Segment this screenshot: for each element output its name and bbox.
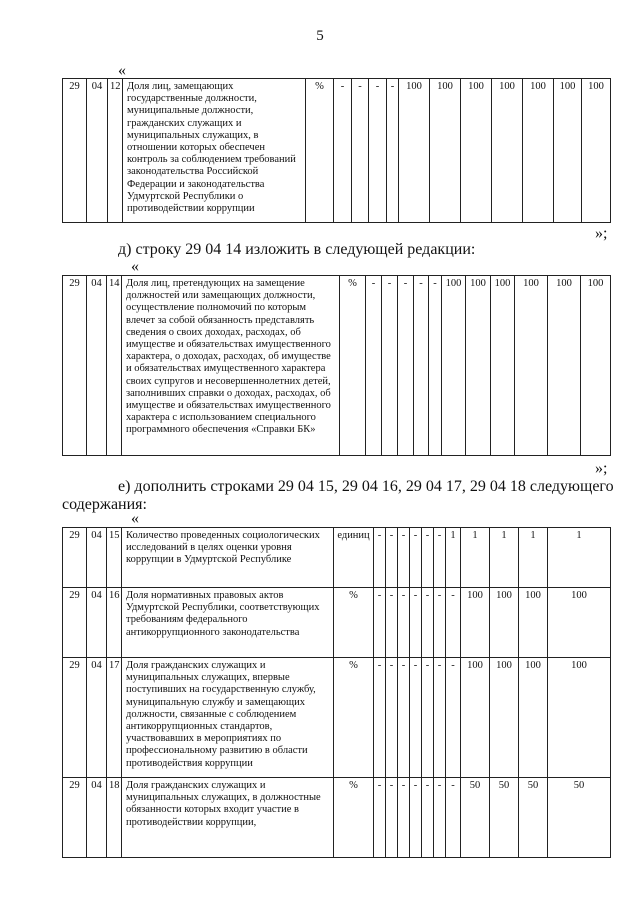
table-row	[63, 276, 611, 456]
value-cell: 100	[490, 658, 519, 778]
value-cell: -	[374, 588, 386, 658]
value-cell: -	[382, 276, 398, 456]
code-part-1: 29	[63, 276, 87, 456]
value-cell: -	[446, 658, 461, 778]
code-part-1: 29	[63, 658, 87, 778]
value-cell: -	[386, 528, 398, 588]
value-cell: 1	[490, 528, 519, 588]
value-cell: -	[446, 588, 461, 658]
table-row	[63, 528, 611, 588]
value-cell: 1	[446, 528, 461, 588]
indicator-name: Доля нормативных правовых актов Удмуртской Республики, соответствующих требованиям федерального антикоррупционного законодательства	[122, 588, 334, 658]
value-cell: 100	[523, 79, 554, 223]
table-row-29-04-14	[62, 275, 611, 456]
value-cell: 100	[554, 79, 582, 223]
close-mark-2: »;	[595, 460, 608, 477]
table-row	[63, 658, 611, 778]
value-cell: -	[434, 658, 446, 778]
value-cell: -	[352, 79, 369, 223]
value-cell: -	[410, 528, 422, 588]
value-cell: -	[374, 658, 386, 778]
value-cell: -	[434, 528, 446, 588]
value-cell: -	[434, 588, 446, 658]
value-cell: -	[374, 778, 386, 858]
page-number: 5	[316, 28, 324, 44]
value-cell: 100	[548, 276, 581, 456]
open-quote-3: «	[131, 510, 139, 527]
table-row	[63, 778, 611, 858]
value-cell: -	[410, 778, 422, 858]
code-part-1: 29	[63, 588, 87, 658]
open-quote-2: «	[131, 258, 139, 275]
value-cell: -	[414, 276, 429, 456]
value-cell: 1	[548, 528, 611, 588]
value-cell: 50	[461, 778, 490, 858]
value-cell: 100	[492, 79, 523, 223]
unit-of-measure: %	[334, 588, 374, 658]
value-cell: -	[366, 276, 382, 456]
value-cell: -	[434, 778, 446, 858]
value-cell: 1	[519, 528, 548, 588]
value-cell: -	[386, 588, 398, 658]
value-cell: 100	[461, 588, 490, 658]
indicator-name: Доля лиц, замещающих государственные должности, муниципальные должности, гражданских служащих и муниципальных служащих, в отношении которых обеспечен контроль за соблюдением требований законодательства Российской Федерации и законодательства Удмуртской Республики о противодействии коррупции	[123, 79, 306, 223]
value-cell: -	[398, 658, 410, 778]
table-row-29-04-12	[62, 78, 611, 223]
value-cell: -	[422, 588, 434, 658]
value-cell: -	[410, 588, 422, 658]
unit-of-measure: %	[306, 79, 334, 223]
value-cell: -	[410, 658, 422, 778]
value-cell: -	[422, 528, 434, 588]
value-cell: -	[422, 778, 434, 858]
section-e-line2: содержания:	[62, 496, 147, 513]
value-cell: -	[369, 79, 387, 223]
value-cell: -	[334, 79, 352, 223]
value-cell: 100	[491, 276, 515, 456]
value-cell: 100	[442, 276, 466, 456]
value-cell: 100	[461, 79, 492, 223]
value-cell: 100	[582, 79, 611, 223]
value-cell: 100	[581, 276, 611, 456]
value-cell: 100	[466, 276, 491, 456]
code-part-2: 04	[87, 528, 107, 588]
value-cell: -	[398, 528, 410, 588]
value-cell: -	[422, 658, 434, 778]
value-cell: -	[398, 778, 410, 858]
value-cell: -	[446, 778, 461, 858]
code-part-3: 18	[107, 778, 122, 858]
code-part-2: 04	[87, 79, 108, 223]
code-part-1: 29	[63, 528, 87, 588]
code-part-2: 04	[87, 658, 107, 778]
code-part-2: 04	[87, 276, 107, 456]
value-cell: 100	[548, 658, 611, 778]
unit-of-measure: %	[334, 658, 374, 778]
indicator-name: Количество проведенных социологических исследований в целях оценки уровня коррупции в Удмуртской Республике	[122, 528, 334, 588]
open-quote-1: «	[118, 62, 126, 79]
unit-of-measure: единиц	[334, 528, 374, 588]
value-cell: 100	[461, 658, 490, 778]
value-cell: 100	[548, 588, 611, 658]
value-cell: 100	[519, 658, 548, 778]
code-part-2: 04	[87, 588, 107, 658]
value-cell: -	[398, 276, 414, 456]
section-d-heading: д) строку 29 04 14 изложить в следующей редакции:	[118, 241, 476, 258]
code-part-1: 29	[63, 79, 87, 223]
section-e-line1: е) дополнить строками 29 04 15, 29 04 16, 29 04 17, 29 04 18 следующего	[118, 478, 614, 495]
value-cell: 50	[490, 778, 519, 858]
value-cell: 100	[519, 588, 548, 658]
value-cell: 50	[519, 778, 548, 858]
table-new-rows	[62, 527, 611, 858]
code-part-3: 14	[107, 276, 122, 456]
code-part-3: 17	[107, 658, 122, 778]
indicator-name: Доля гражданских служащих и муниципальных служащих, впервые поступивших на государственную службу, муниципальную службу и замещающих должности, связанные с соблюдением антикоррупционных стандартов, участвовавших в мероприятиях по профессиональному развитию в области противодействия коррупции	[122, 658, 334, 778]
value-cell: 1	[461, 528, 490, 588]
indicator-name: Доля гражданских служащих и муниципальных служащих, в должностные обязанности которых входит участие в противодействии коррупции,	[122, 778, 334, 858]
value-cell: -	[398, 588, 410, 658]
value-cell: 100	[399, 79, 430, 223]
code-part-3: 12	[108, 79, 123, 223]
value-cell: 100	[490, 588, 519, 658]
code-part-2: 04	[87, 778, 107, 858]
code-part-1: 29	[63, 778, 87, 858]
unit-of-measure: %	[340, 276, 366, 456]
value-cell: -	[374, 528, 386, 588]
close-mark-1: »;	[595, 225, 608, 242]
value-cell: -	[386, 778, 398, 858]
value-cell: -	[387, 79, 399, 223]
unit-of-measure: %	[334, 778, 374, 858]
value-cell: -	[429, 276, 442, 456]
value-cell: -	[386, 658, 398, 778]
value-cell: 100	[430, 79, 461, 223]
value-cell: 50	[548, 778, 611, 858]
table-row	[63, 588, 611, 658]
indicator-name: Доля лиц, претендующих на замещение должностей или замещающих должности, осуществление полномочий по которым влечет за собой обязанность представлять сведения о своих доходах, расходах, об имуществе и обязательствах имущественного характера, о доходах, расходах, об имуществе и обязательствах имущественного характера своих супругов и несовершеннолетних детей, заполнивших справки о доходах, расходах, об имуществе и обязательствах имущественного характера с использованием специального программного обеспечения «Справки БК»	[122, 276, 340, 456]
code-part-3: 15	[107, 528, 122, 588]
table-row	[63, 79, 611, 223]
value-cell: 100	[515, 276, 548, 456]
code-part-3: 16	[107, 588, 122, 658]
